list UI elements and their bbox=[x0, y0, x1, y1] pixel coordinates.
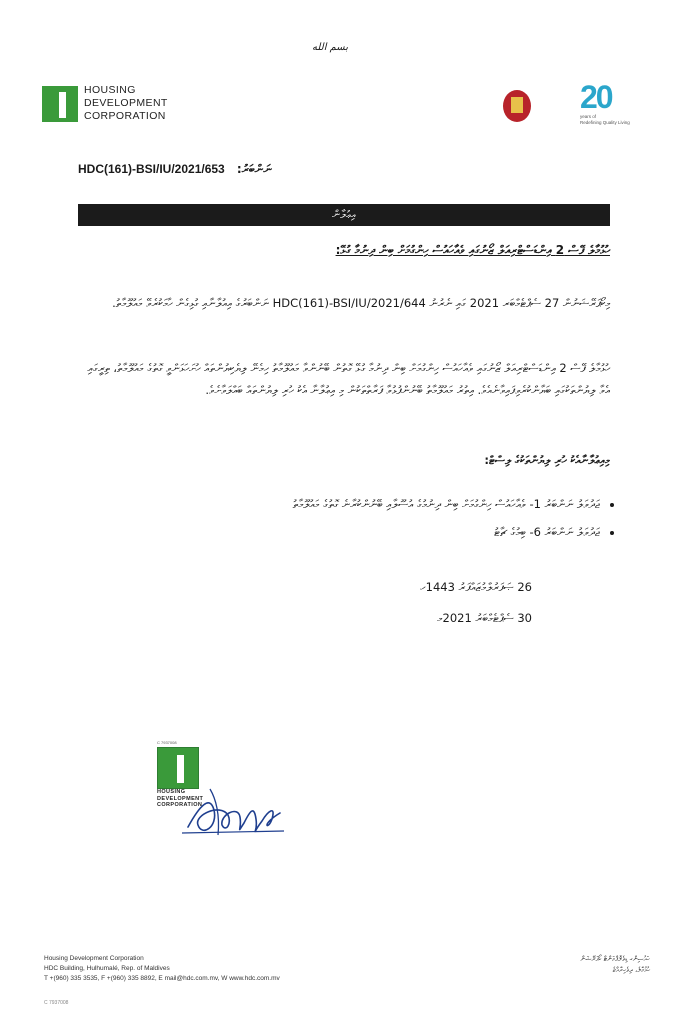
paragraph-2: ހުޅުމާލެ ފޭސް 2 އިންޑަސްޓްރިއަލް ޒޯނުގައި ވެއާހައުސް ހިންގުމަށް ބިން ދިނުމާ ގުޅޭ ގޮތުން ބޭނުންވާ މައުލޫމާތު ހިމެނޭ ލިޔެކިޔުންތައް ހުށަހަޅަންވީ ގޮތުގެ މައުލޫމާތު، ތިރީގައި އެވާ ލިޔުންތަކުގައި ބަޔާންކުރެވިފައިވާނެއެވެ. އިތުރު މައުލޫމާތު ބޭނުންފުޅުވާ ފަރާތްތަކުން މި އިޢުލާނާ އެކު ހުރި ލިޔުންތައް ބައްލަވާށެވެ. bbox=[87, 361, 610, 397]
hdc-logo-text bbox=[84, 84, 168, 123]
footer-code: C 7937008 bbox=[44, 1000, 69, 1006]
stamp-line-2: DEVELOPMENT bbox=[157, 795, 204, 802]
announcement-banner: އިޢުލާން bbox=[78, 204, 610, 226]
reference-number: HDC(161)-BSI/IU/2021/653 bbox=[78, 162, 225, 176]
government-seal-icon bbox=[503, 90, 531, 122]
subject-heading: ހުޅުމާލެ ފޭސް 2 އިންޑަސްޓްރިއަލް ޒޯނުގައި ވެއާހައުސް ހިންގުމަށް ބިން ދިނުމާ ގުޅޭ: bbox=[335, 243, 610, 257]
anniversary-tagline-2: Redefining Quality Living bbox=[580, 120, 630, 125]
footer-org-name: Housing Development Corporation bbox=[44, 955, 144, 962]
attachment-item: • ޖަދުވަލު ނަންބަރު 6- ބިމުގެ ޗާޓު bbox=[120, 518, 600, 546]
attachments-list bbox=[120, 490, 618, 546]
footer-contacts: T +(960) 335 3535, F +(960) 335 8892, E mail@hdc.com.mv, W www.hdc.com.mv bbox=[44, 975, 280, 982]
logo-line-3: CORPORATION bbox=[84, 110, 166, 122]
attachment-item: • ޖަދުވަލު ނަންބަރު 1- ވެއާހައުސް ހިންގުމަށް ބިން ދިނުމުގެ އުސޫލާއި ބޭނުންކުރާނެ ގޮތުގެ މައުލޫމާތު bbox=[120, 490, 600, 518]
hdc-logo bbox=[42, 84, 192, 128]
bismillah-calligraphy: بسم الله bbox=[311, 42, 349, 53]
stamp-code: C 7937008 bbox=[157, 740, 177, 745]
footer-dhivehi-line-2: ހުޅުމާލެ، ދިވެހިރާއްޖެ bbox=[612, 966, 650, 974]
logo-line-1: HOUSING bbox=[84, 84, 136, 96]
anniversary-tagline-1: years of bbox=[580, 114, 597, 119]
gregorian-date: 30 ސެޕްޓެމްބަރު 2021މ bbox=[437, 611, 532, 625]
footer-dhivehi bbox=[500, 954, 650, 976]
reference-line bbox=[78, 162, 338, 177]
stamp-line-3: CORPORATION bbox=[157, 802, 203, 808]
anniversary-number: 20 bbox=[580, 79, 612, 115]
footer-contact bbox=[44, 954, 364, 984]
hdc-logo-mark bbox=[42, 86, 78, 122]
reference-label: ނަންބަރު: bbox=[236, 162, 272, 176]
stamp-line-1: HOUSING bbox=[157, 789, 186, 795]
footer-address: HDC Building, Hulhumalé, Rep. of Maldives bbox=[44, 965, 170, 972]
logo-line-2: DEVELOPMENT bbox=[84, 97, 168, 109]
signature bbox=[180, 775, 290, 845]
paragraph-1: މިކޯޕަރޭޝަނުން 27 ސެޕްޓެމްބަރ 2021 ގައި ނެރުނު HDC(161)-BSI/IU/2021/644 ނަންބަރުގެ އިއުލާނާއި ގުޅިގެން ހާމަކުރެވޭ މައުލޫމާތު. bbox=[112, 296, 610, 310]
anniversary-logo bbox=[580, 80, 640, 136]
footer-dhivehi-line-1: ހައުސިންގ ޑިވެލޮޕްމަންޓް ކޯޕަރޭޝަން bbox=[580, 955, 650, 963]
attachments-heading: މިއިޢުލާނާއެކު ހުރި ލިޔުންތަކުގެ ލިސްޓް: bbox=[484, 453, 610, 467]
hijri-date: 26 ޞަފަރުލްމުޒައްފަރު 1443ހ bbox=[420, 580, 532, 594]
